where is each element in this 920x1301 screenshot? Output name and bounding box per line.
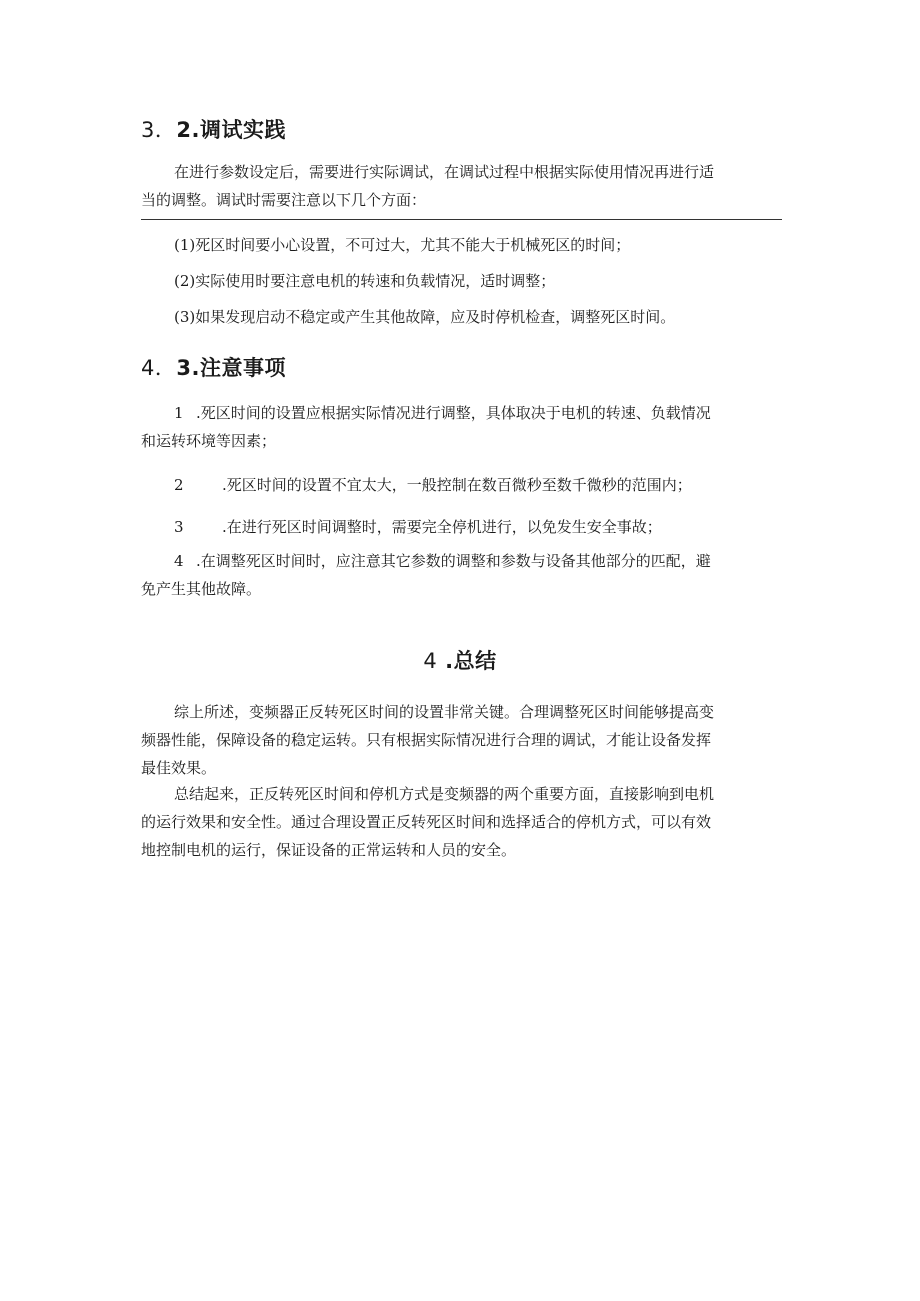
summary-paragraph-2 <box>141 780 781 864</box>
list-item: (1)死区时间要小心设置，不可过大，尤其不能大于机械死区的时间； <box>174 236 631 254</box>
text-line: 频器性能，保障设备的稳定运转。只有根据实际情况进行合理的调试，才能让设备发挥 <box>141 731 712 749</box>
section-3-2-heading <box>141 114 286 144</box>
list-item-text: .在调整死区时间时，应注意其它参数的调整和参数与设备其他部分的匹配，避 <box>196 552 711 570</box>
summary-paragraph-1 <box>141 698 781 782</box>
text-line: 当的调整。调试时需要注意以下几个方面： <box>141 191 427 209</box>
list-item-continuation: 免产生其他故障。 <box>141 580 262 598</box>
section-title: 2.调试实践 <box>176 118 286 142</box>
list-item <box>141 513 781 547</box>
section-3-2-intro <box>141 158 781 214</box>
list-item-number: 1 <box>174 404 184 422</box>
list-item-number: 4 <box>174 552 184 570</box>
section-4-3-heading <box>141 352 286 382</box>
section-title: 3.注意事项 <box>176 356 286 380</box>
text-line: 的运行效果和安全性。通过合理设置正反转死区时间和选择适合的停机方式，可以有效 <box>141 813 712 831</box>
text-line: 综上所述，变频器正反转死区时间的设置非常关键。合理调整死区时间能够提高变 <box>174 703 715 721</box>
section-title: .总结 <box>445 649 497 673</box>
section-number: 4 <box>423 649 438 673</box>
text-line: 总结起来，正反转死区时间和停机方式是变频器的两个重要方面，直接影响到电机 <box>174 785 715 803</box>
list-item: (3)如果发现启动不稳定或产生其他故障，应及时停机检查，调整死区时间。 <box>174 308 676 326</box>
list-item <box>141 471 781 513</box>
list-item-number: 2 <box>174 476 184 494</box>
list-item-text: .在进行死区时间调整时，需要完全停机进行，以免发生安全事故； <box>222 518 662 536</box>
list-item-text: .死区时间的设置不宜太大，一般控制在数百微秒至数千微秒的范围内； <box>222 476 692 494</box>
section-3-2-list <box>141 230 781 332</box>
list-item: (2)实际使用时要注意电机的转速和负载情况，适时调整； <box>174 272 556 290</box>
list-item <box>141 547 781 575</box>
text-line: 地控制电机的运行，保证设备的正常运转和人员的安全。 <box>141 841 517 859</box>
section-4-heading <box>0 645 920 675</box>
list-item <box>141 399 781 427</box>
list-item-continuation: 和运转环境等因素； <box>141 432 277 450</box>
section-number: 4． <box>141 356 177 380</box>
notes-list <box>141 399 781 603</box>
text-line: 在进行参数设定后，需要进行实际调试，在调试过程中根据实际使用情况再进行适 <box>174 163 715 181</box>
list-item-text: .死区时间的设置应根据实际情况进行调整，具体取决于电机的转速、负载情况 <box>196 404 711 422</box>
text-line: 最佳效果。 <box>141 759 217 777</box>
horizontal-rule <box>141 219 782 220</box>
list-item-number: 3 <box>174 518 184 536</box>
section-number: 3． <box>141 118 177 142</box>
